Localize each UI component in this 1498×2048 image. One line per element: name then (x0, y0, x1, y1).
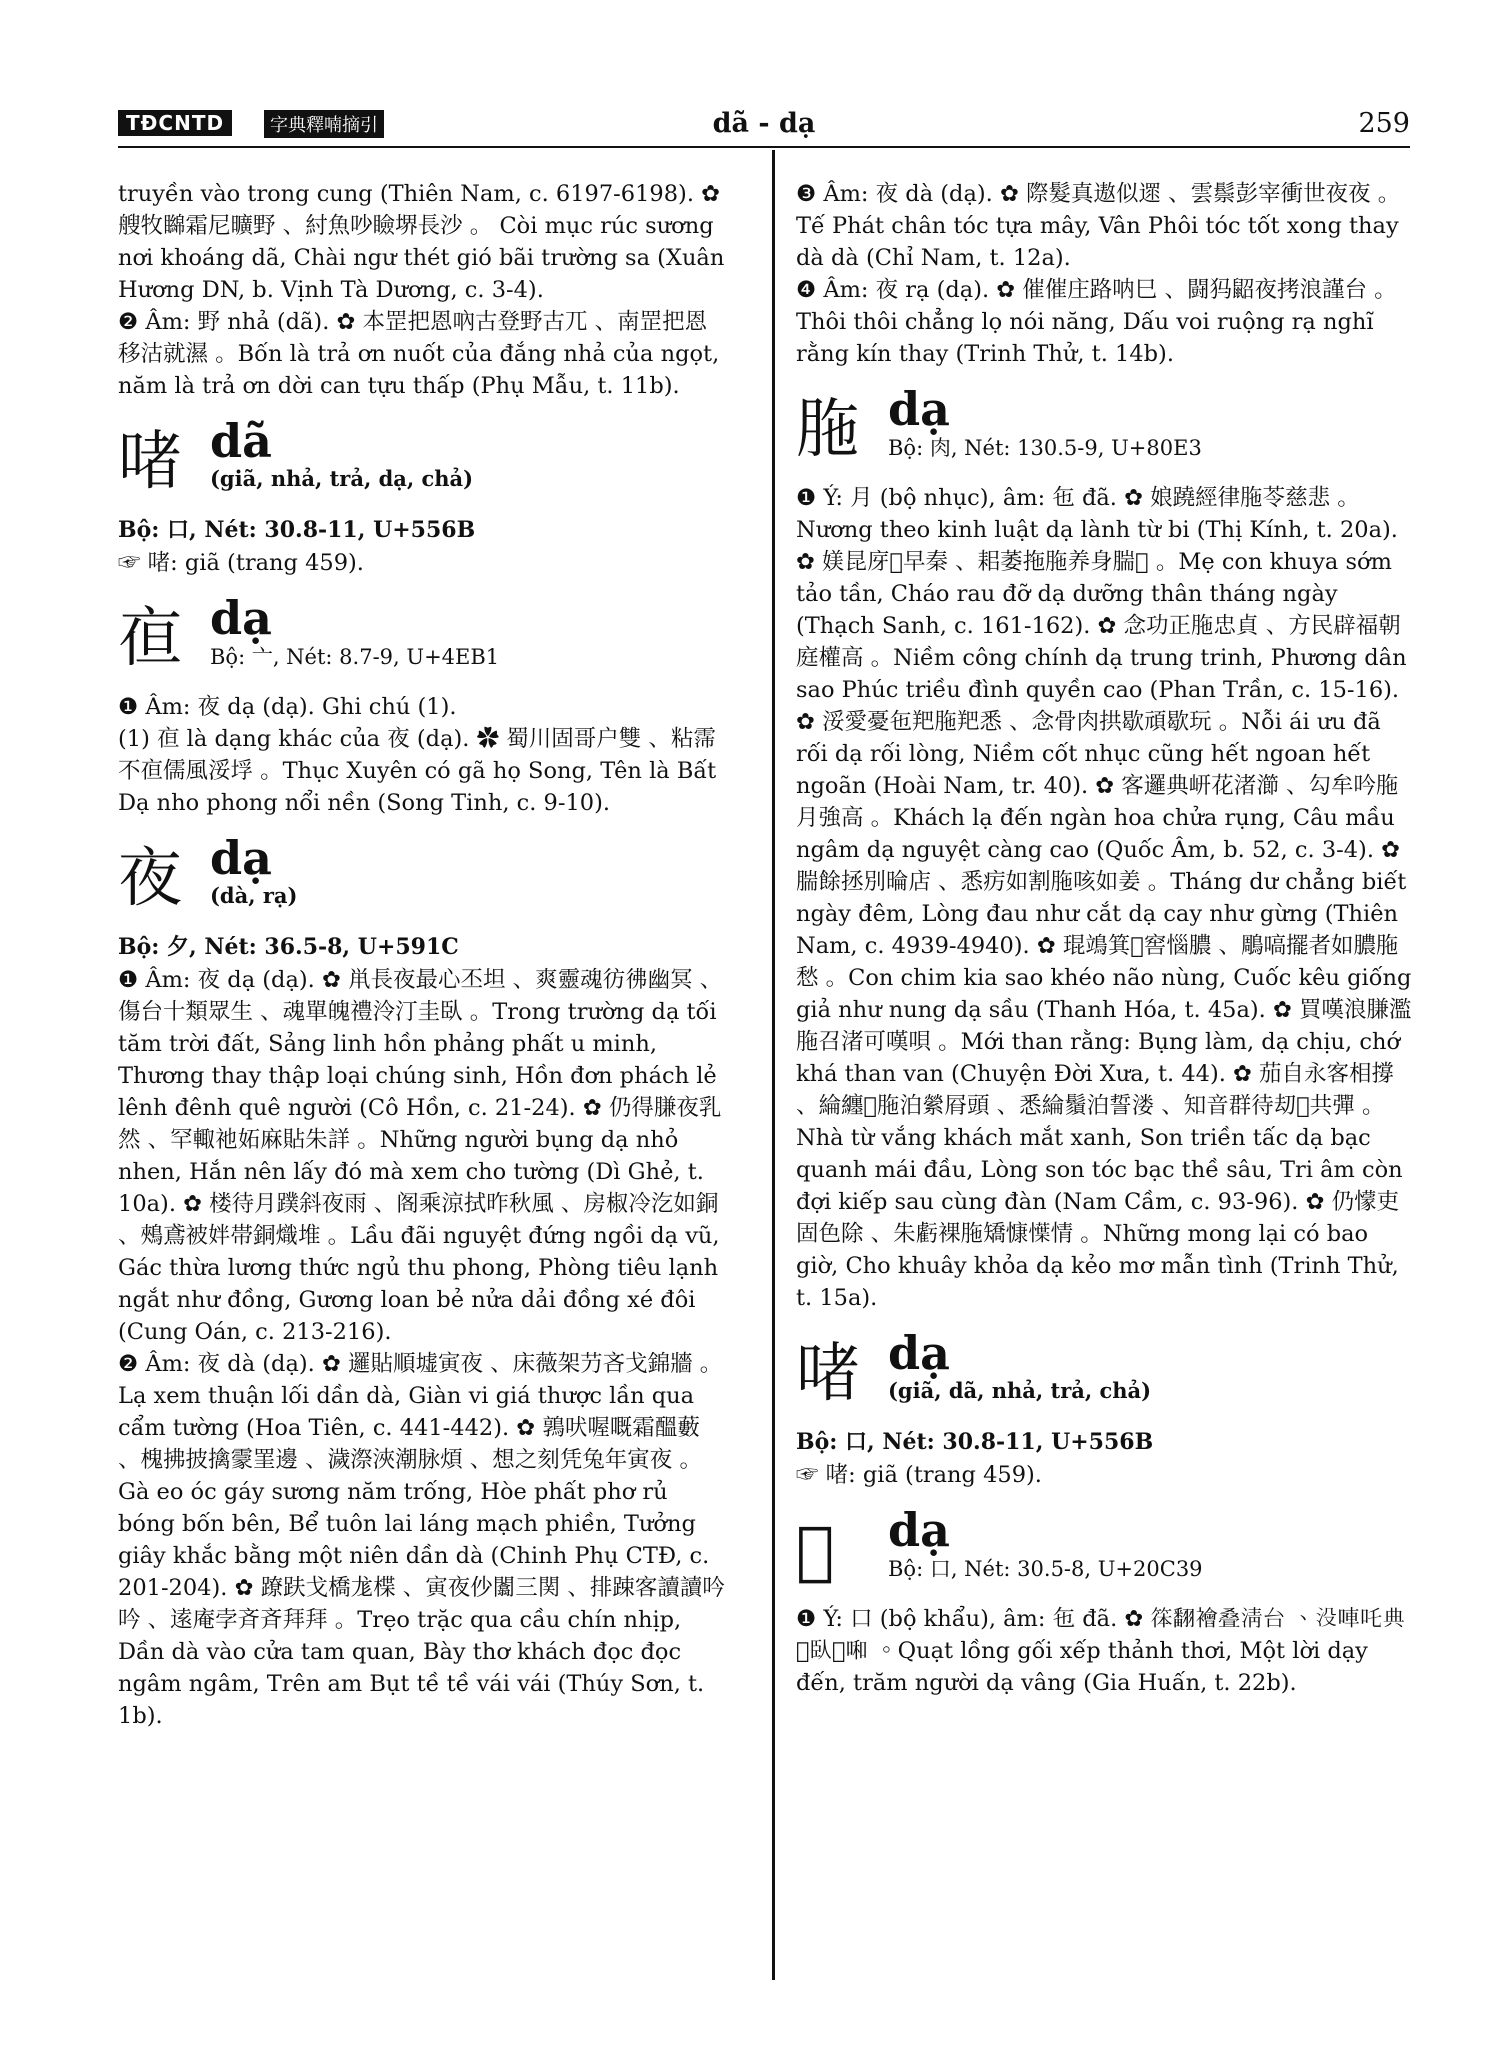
entry-character: 啫 (796, 1337, 860, 1411)
entry-headword: dạ (210, 591, 272, 645)
column-divider (772, 150, 775, 1980)
entry-radical: Bộ: 亠, Nét: 8.7-9, U+4EB1 (210, 645, 500, 669)
cross-reference: ☞ 啫: giã (trang 459). (796, 1462, 1042, 1488)
entry-headword: dạ (888, 1326, 950, 1380)
entry-character: 𠰹 (796, 1514, 835, 1588)
cross-reference: ☞ 啫: giã (trang 459). (118, 550, 364, 576)
header-rule (118, 146, 1410, 148)
entry-headword: dạ (888, 382, 950, 436)
left-column (118, 178, 728, 1732)
entry-radical: Bộ: 夕, Nét: 36.5-8, U+591C (118, 934, 459, 960)
sense-paragraph: ❷ Âm: 野 nhả (dã). ✿ 本罡把恩吶古登野古兀 、南罡把恩移沽就濕 。Bốn là trả ơn nuốt của đắng nhả của ngọt, năm là trả ơn dời can tựu thấp (Phụ Mẫu, t. 11b). (118, 309, 720, 399)
entry-character: 啫 (118, 425, 182, 499)
dictionary-entry (796, 1328, 1414, 1426)
dictionary-entry (796, 384, 1414, 482)
sense-paragraph: ❶ Âm: 夜 dạ (dạ). Ghi chú (1). (118, 694, 457, 720)
continued-text: truyền vào trong cung (Thiên Nam, c. 6197-6198). ✿ 艘牧矊霜尼曠野 、紂魚吵瞼堺長沙 。 Còi mục rúc sương nơi khoáng dã, Chài ngư thét gió bãi trường sa (Xuân Hương DN, b. Vịnh Tà Dương, c. 3-4). (118, 181, 725, 303)
sense-paragraph: (1) 亱 là dạng khác của 夜 (dạ). ✿ 蜀川固哥户雙 、粘霈不亱儒風浽垺 。Thục Xuyên có gã họ Song, Tên là Bất Dạ nho phong nổi nền (Song Tinh, c. 9-10). (118, 726, 717, 816)
entry-variants: (dà, rạ) (210, 883, 298, 908)
entry-radical: Bộ: 口, Nét: 30.5-8, U+20C39 (888, 1557, 1203, 1581)
entry-headword: dã (210, 414, 272, 468)
running-head: dã - dạ (712, 108, 816, 139)
sense-paragraph: ❶ Âm: 夜 dạ (dạ). ✿ 鼡長夜最心丕坦 、爽靈魂彷彿幽冥 、傷台十類眾生 、魂單魄禮泠汀圭臥 。Trong trường dạ tối tăm trời đất, Sảng linh hồn phảng phất u minh, Thương thay thập loại chúng sinh, Hồn đơn phách lẻ lênh đênh quê người (Cô Hồn, c. 21-24). ✿ 仍得膁夜乳然 、罕輙祂妬麻貼朱詳 。Những người bụng dạ nhỏ nhen, Hắn nên lấy đó mà xem cho tường (Dì Ghẻ, t. 10a). ✿ 楼待月蹼斜夜雨 、阁乘涼拭昨秋風 、房椒冷汔如銅 、鵊鳶被姅帯銅熾堆 。Lầu đãi nguyệt đứng ngồi dạ vũ, Gác thừa lương thức ngủ thu phong, Phòng tiêu lạnh ngắt như đồng, Gương loan bẻ nửa dải đồng xé đôi (Cung Oán, c. 213-216). (118, 967, 723, 1345)
entry-radical: Bộ: 口, Nét: 30.8-11, U+556B (796, 1429, 1154, 1455)
dictionary-entry (118, 416, 728, 514)
page-header (118, 108, 1410, 142)
page-number: 259 (1358, 108, 1410, 139)
dictionary-entry (118, 833, 728, 931)
sense-paragraph: ❹ Âm: 夜 rạ (dạ). ✿ 催催庄路呐巳 、闘犸鼦夜拷浪謹台 。Thôi thôi chẳng lọ nói năng, Dấu voi ruộng rạ nghĩ rằng kín thay (Trinh Thử, t. 14b). (796, 277, 1397, 367)
entry-headword: dạ (210, 831, 272, 885)
dictionary-badge: TĐCNTD (118, 110, 232, 136)
dictionary-entry (796, 1505, 1414, 1603)
sense-paragraph: ❶ Ý: 月 (bộ nhục), âm: 㐌 đã. ✿ 娘蹺經律胣苓慈悲 。Nương theo kinh luật dạ lành từ bi (Thị Kính, t. 20a). ✿ 媄昆庌𡗶早秦 、耜萎拖胣养身腨𠸗 。Mẹ con khuya sớm tảo tần, Cháo rau đỡ dạ dưỡng thân tháng ngày (Thạch Sanh, c. 161-162). ✿ 念功正胣忠貞 、方民辟福朝庭權高 。Niềm công chính dạ trung trinh, Phương dân sao Phúc triều đình quyền cao (Phan Trần, c. 15-16). ✿ 浽愛憂㐌羓胣羓悉 、念骨肉拱歇頑歇玩 。Nỗi ái ưu đã rối dạ rối lòng, Niềm cốt nhục cũng hết ngoan hết ngoãn (Hoài Nam, tr. 40). ✿ 客邏典岍花渚瀄 、勾牟吟胣月強高 。Khách lạ đến ngàn hoa chửa rụng, Câu mầu ngâm dạ nguyệt càng cao (Quốc Âm, b. 52, c. 3-4). ✿ 腨餘拯別㫻店 、悉疠如割胣咳如姜 。Tháng dư chẳng biết ngày đêm, Lòng đau như cắt dạ cay như gừng (Thiên Nam, c. 4939-4940). ✿ 琨鴗箕𨱽窖惱膿 、鵰嗃擺者如膿胣愁 。Con chim kia sao khéo não nùng, Cuốc kêu giống giả như nung dạ sầu (Thanh Hóa, t. 45a). ✿ 買嘆浪膁濫胣召渚可嘆唄 。Mới than rằng: Bụng làm, dạ chịu, chớ khá than van (Chuyện Đời Xưa, t. 44). ✿ 茄自永客相撐 、綸纏𡗶胣泊縈㞕頭 、悉綸鬚泊誓溇 、知音群待刧𧿨共彈 。Nhà từ vắng khách mắt xanh, Son triền tấc dạ bạc quanh mái đầu, Lòng son tóc bạc thề sâu, Tri âm còn đợi kiếp sau cùng đàn (Nam Cầm, c. 93-96). ✿ 仍懞吏固色除 、朱虧裸胣矯慷𢢲情 。Những mong lại có bao giờ, Cho khuây khỏa dạ kẻo mơ mẫn tình (Trinh Thử, t. 15a). (796, 485, 1412, 1311)
sense-paragraph: ❶ Ý: 口 (bộ khẩu), âm: 㐌 đã. ✿ 𥮋翻襘叠清台 、没唓吒典𡗉臥𠰹啝 。Quạt lồng gối xếp thảnh thơi, Một lời dạy đến, trăm người dạ vâng (Gia Huấn, t. 22b). (796, 1606, 1406, 1696)
entry-character: 亱 (118, 602, 182, 676)
right-column (796, 178, 1414, 1699)
entry-headword: dạ (888, 1503, 950, 1557)
entry-radical: Bộ: 口, Nét: 30.8-11, U+556B (118, 517, 476, 543)
sense-paragraph: ❸ Âm: 夜 dà (dạ). ✿ 際髮真遨似遝 、雲鬃彭宰衝世夜夜 。Tế Phát chân tóc tựa mây, Vân Phôi tóc tốt xong thay dà dà (Chỉ Nam, t. 12a). (796, 181, 1401, 271)
dictionary-entry (118, 593, 728, 691)
entry-character: 胣 (796, 393, 860, 467)
nom-title-badge: 字典釋喃摘引 (264, 110, 384, 138)
entry-variants: (giã, dã, nhả, trả, chả) (888, 1378, 1152, 1403)
sense-paragraph: ❷ Âm: 夜 dà (dạ). ✿ 邏貼順墟寅夜 、床薇架芀吝戈錦牆 。Lạ xem thuận lối dần dà, Giàn vi giá thược lần qua cẩm tường (Hoa Tiên, c. 441-442). ✿ 鶉吠喔嘅霜醞藪 、槐拂披擒霥罣邊 、濊漈浹潮脉煩 、想之刻凭兔年寅夜 。Gà eo óc gáy sương năm trống, Hòe phất phơ rủ bóng bốn bên, Bể tuôn lai láng mạch phiền, Tưởng giây khắc bằng một niên dần dà (Chinh Phụ CTĐ, c. 201-204). ✿ 蹽趺戈橋尨楪 、寅夜仯闟三関 、排踈客讀讀吟吟 、逺庵孛斉斉拜拜 。Trẹo trặc qua cầu chín nhịp, Dần dà vào cửa tam quan, Bày thơ khách đọc đọc ngâm ngâm, Trên am Bụt tề tề vái vái (Thúy Sơn, t. 1b). (118, 1351, 725, 1729)
entry-variants: (giã, nhả, trả, dạ, chả) (210, 466, 474, 491)
entry-radical: Bộ: 肉, Nét: 130.5-9, U+80E3 (888, 436, 1202, 460)
entry-character: 夜 (118, 842, 182, 916)
